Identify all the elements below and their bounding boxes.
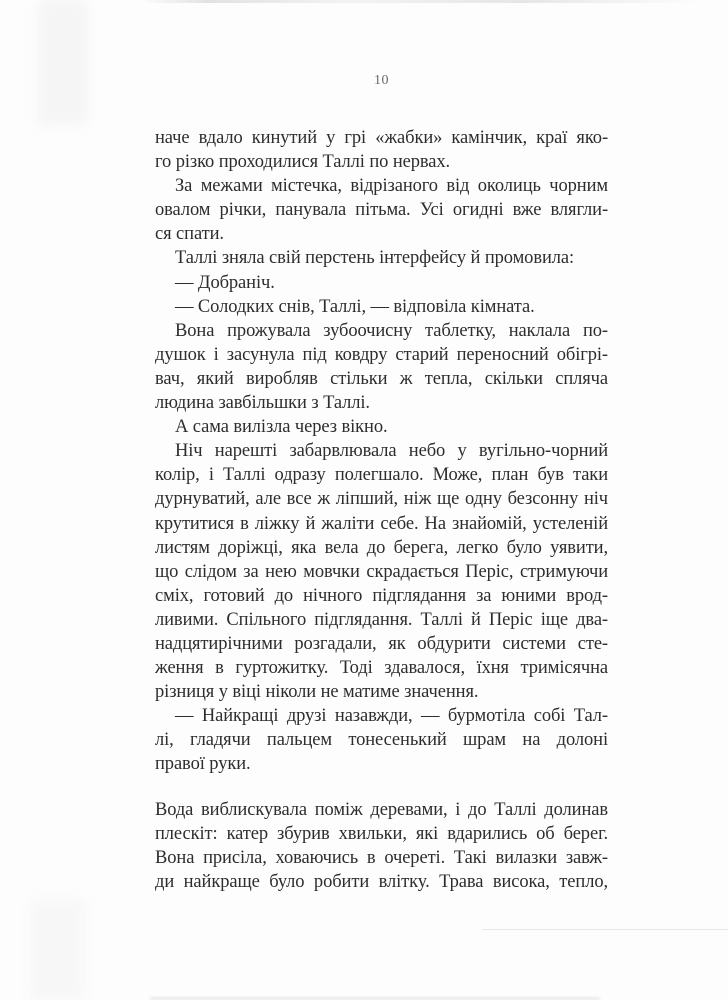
text-line: Вона присіла, ховаючись в очереті. Такі вилазки завж- [155,847,608,868]
text-line: що слідом за нею мовчки скрадається Періс, стримуючи [155,561,608,582]
text-line: — Солодких снів, Таллі, — відповіла кімната. [175,296,535,317]
text-line: ливими. Спільного підглядання. Таллі й Періс іще два- [155,609,608,630]
text-line: надцятирічними розгадали, як обдурити системи сте- [155,633,608,654]
text-line: дурнуватий, але все ж ліпший, ніж ще одну безсонну ніч [155,489,608,510]
text-line: Вона прожувала зубоочисну таблетку, наклала по- [175,320,608,341]
text-line: людина завбільшки з Таллі. [155,393,370,414]
text-line: А сама вилізла через вікно. [175,417,388,438]
text-line: Ніч нарешті забарвлювала небо у вугільно-чорний [175,441,608,462]
text-line: колір, і Таллі одразу полегшало. Може, план був таки [155,465,608,486]
text-line: За межами містечка, відрізаного від околиць чорним [175,176,608,197]
text-line: крутитися в ліжку й жаліти себе. На знайомій, устеленій [155,513,608,534]
text-line: овалом річки, панувала пітьма. Усі огидні вже влягли- [155,200,608,221]
page-number: 10 [374,73,389,88]
text-line: плескіт: катер збурив хвильки, які вдарились об берег. [155,823,608,844]
text-line: листям доріжці, яка вела до берега, легко було уявити, [155,537,608,558]
text-line: сміх, готовий до нічного підглядання за юними врод- [155,585,608,606]
text-line: Таллі зняла свій перстень інтерфейсу й промовила: [175,248,575,269]
text-line: правої руки. [155,754,251,775]
text-line: го різко проходилися Таллі по нервах. [155,152,451,173]
scan-artifact-right-line [482,929,728,930]
text-line: вач, який виробляв стільки ж тепла, скільки спляча [155,368,608,389]
text-line: — Найкращі друзі назавжди, — бурмотіла собі Тал- [175,706,608,727]
text-line: — Добраніч. [175,272,275,293]
text-line: ся спати. [155,224,224,245]
body-text [155,126,608,894]
text-line: різниця у віці ніколи не матиме значення. [155,682,479,703]
text-line: Вода виблискувала поміж деревами, і до Таллі долинав [155,799,608,820]
text-line: ження в гуртожитку. Тоді здавалося, їхня тримісячна [155,658,608,679]
text-line: лі, гладячи пальцем тонесенький шрам на долоні [155,730,608,751]
scan-artifact-top-edge [140,0,700,3]
text-line: душок і засунула під ковдру старий переносний обігрі- [155,344,608,365]
text-line: ди найкраще було робити влітку. Трава висока, тепло, [155,871,608,892]
scan-artifact-top-left [38,0,88,125]
text-line: наче вдало кинутий у грі «жабки» камінчик, краї яко- [155,128,608,148]
scan-artifact-bottom-left [30,900,85,1000]
